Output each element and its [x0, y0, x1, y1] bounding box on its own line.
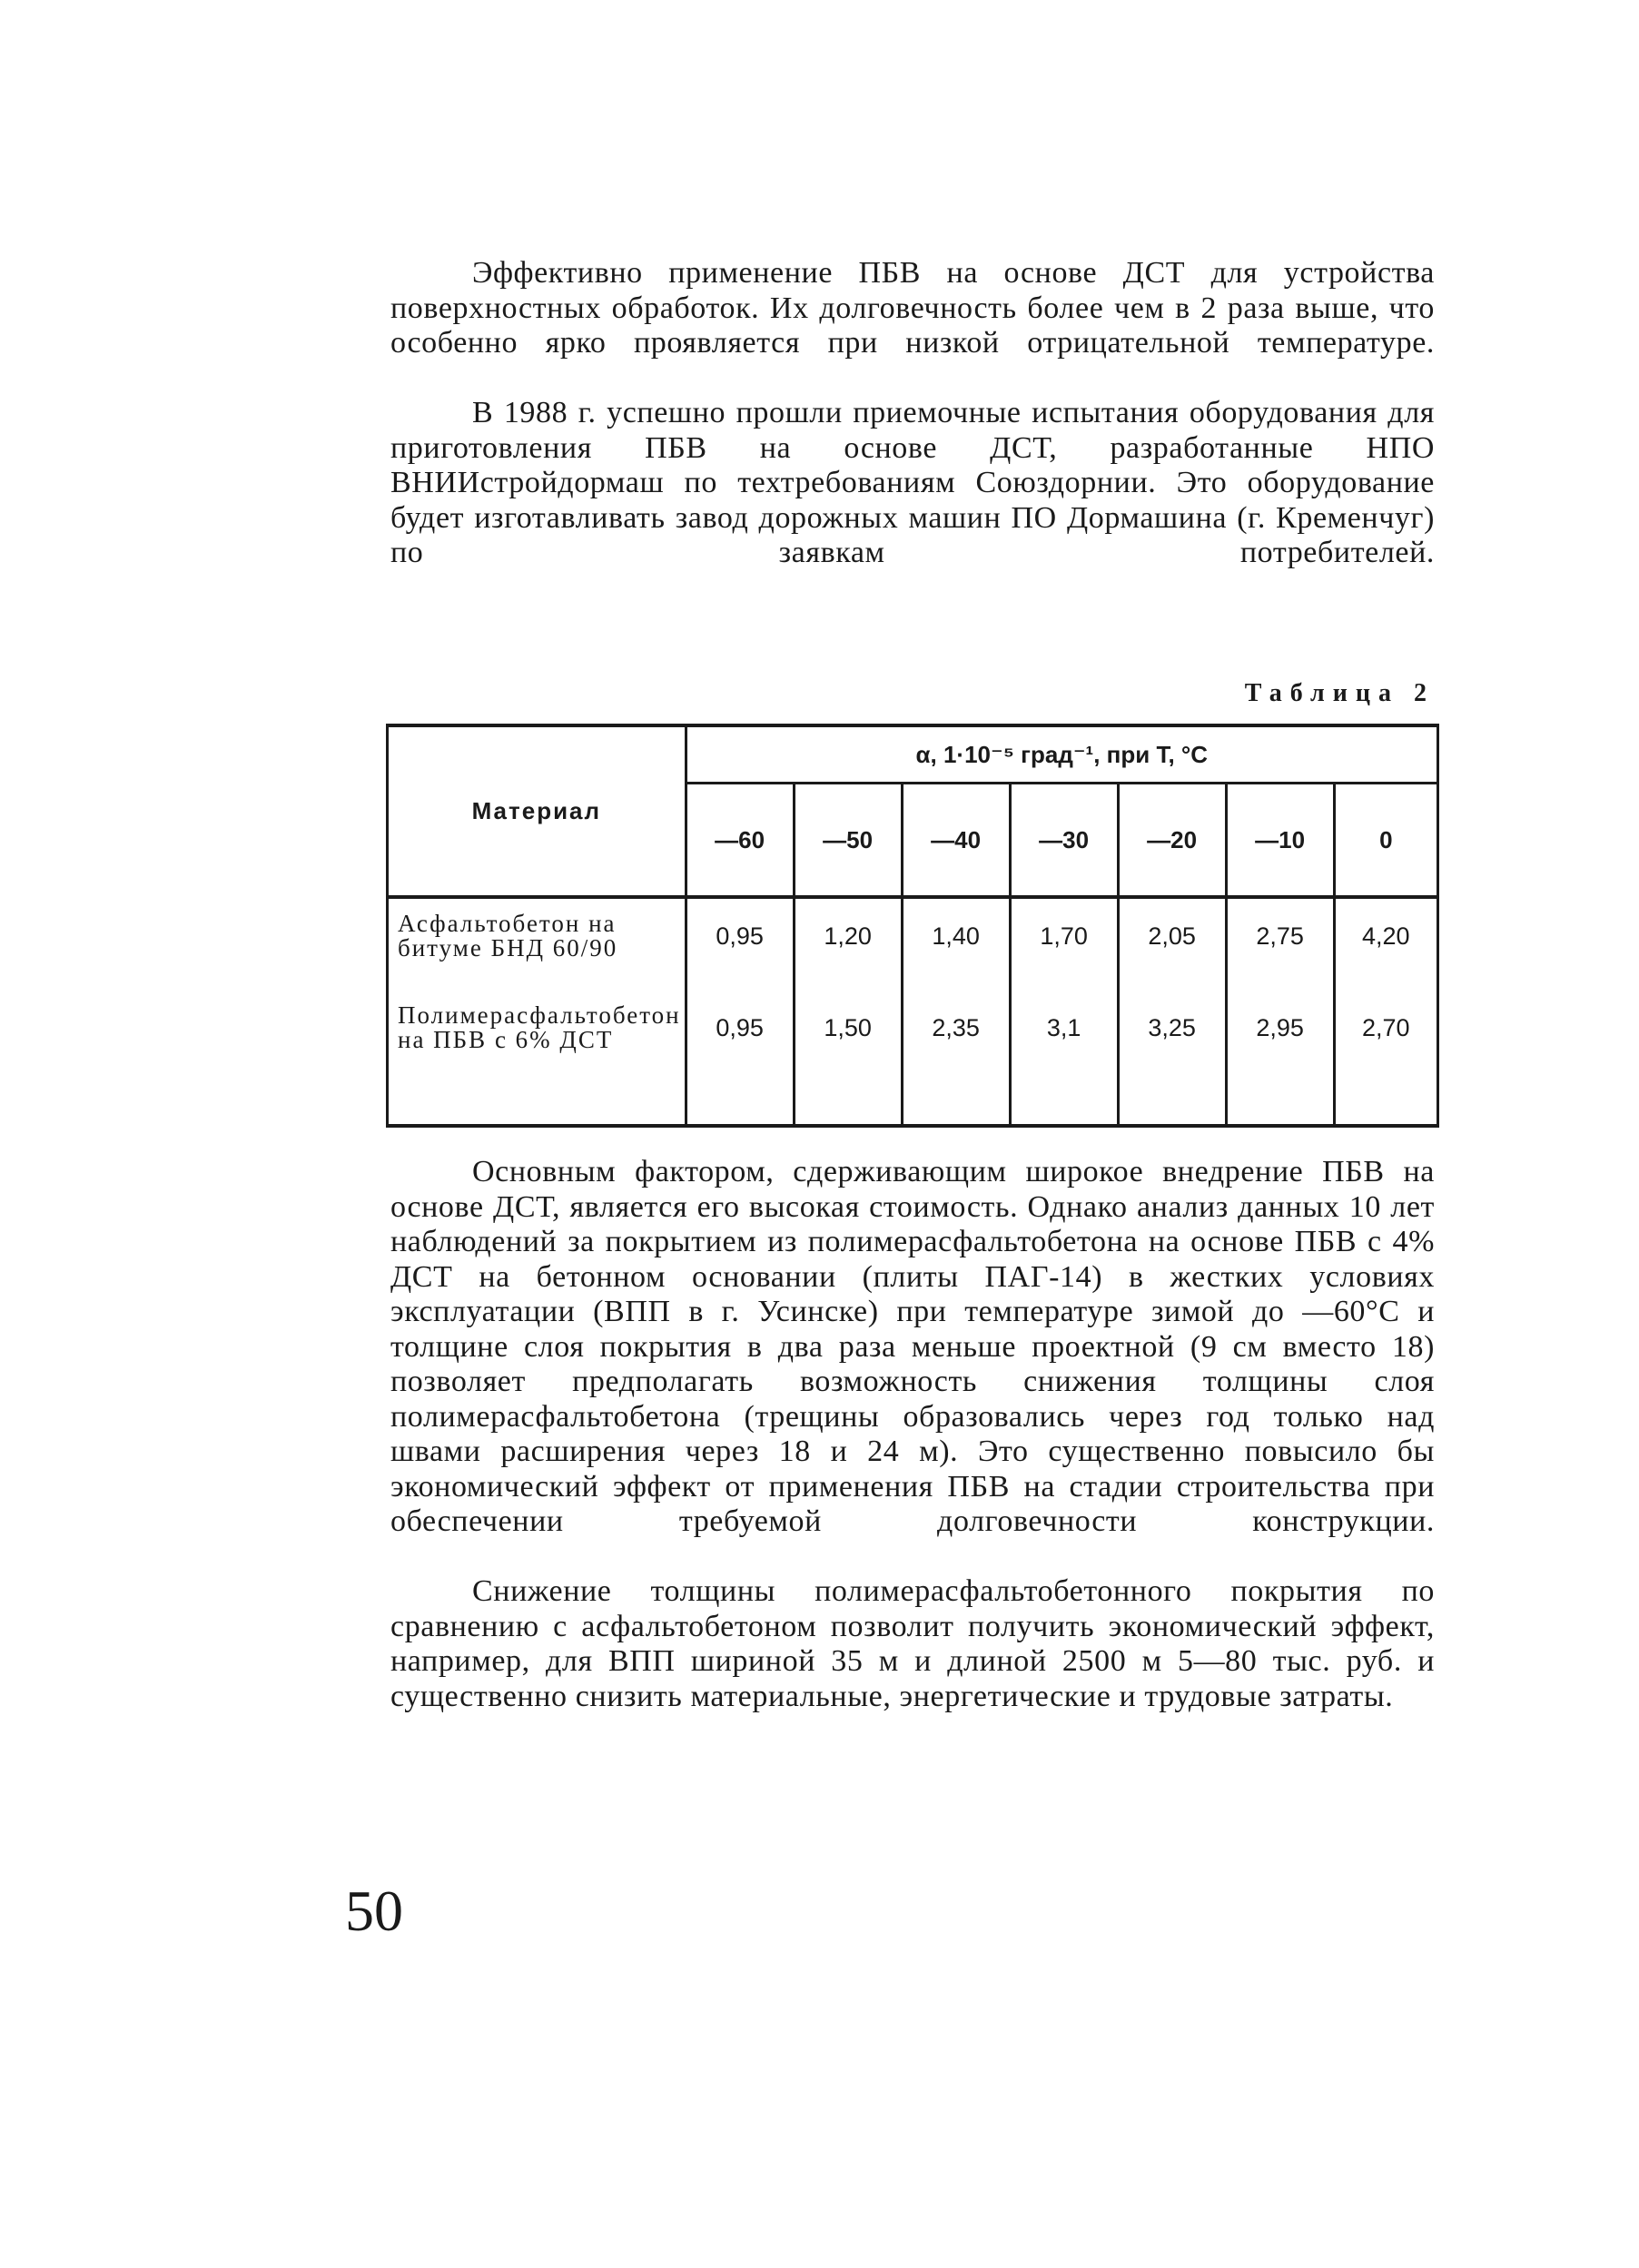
temp-header: —20 — [1118, 784, 1226, 898]
value-cell: 3,1 — [1010, 1003, 1118, 1126]
value-cell: 2,35 — [902, 1003, 1010, 1126]
temp-header: —30 — [1010, 784, 1118, 898]
value-cell: 2,70 — [1334, 1003, 1437, 1126]
paragraph-2: В 1988 г. успешно прошли приемочные испытания оборудования для приготовления ПБВ на основе ДСТ, разработанные НПО ВНИИстройдормаш по техтребованиям Союздорнии. Это оборудование будет изготавливать завод дорожных машин ПО Дормашина (г. Кременчуг) по заявкам потребителей. — [390, 396, 1435, 569]
value-cell: 4,20 — [1334, 897, 1437, 1003]
value-cell: 1,50 — [794, 1003, 902, 1126]
value-cell: 1,70 — [1010, 897, 1118, 1003]
temp-header: —10 — [1226, 784, 1334, 898]
temp-header: —60 — [686, 784, 794, 898]
value-cell: 1,20 — [794, 897, 902, 1003]
temp-header: —50 — [794, 784, 902, 898]
page-number: 50 — [345, 1878, 403, 1943]
value-cell: 2,95 — [1226, 1003, 1334, 1126]
value-cell: 3,25 — [1118, 1003, 1226, 1126]
value-cell: 0,95 — [716, 922, 764, 950]
table-caption: Таблица 2 — [1244, 679, 1435, 707]
paragraph-3: Основным фактором, сдерживающим широкое внедрение ПБВ на основе ДСТ, является его высокая стоимость. Однако анализ данных 10 лет наблюдений за покрытием из полимерасфальтобетона на основе ПБВ с 4% ДСТ на бетонном основании (плиты ПАГ-14) в жестких условиях эксплуатации (ВПП в г. Усинске) при температуре зимой до —60°С и толщине слоя покрытия в два раза меньше проектной (9 см вместо 18) позволяет предполагать возможность снижения толщины слоя полимерасфальтобетона (трещины образовались через год только над швами расширения через 18 и 24 м). Это существенно повысило бы экономический эффект от применения ПБВ на стадии строительства при обеспечении требуемой долговечности конструкции. — [390, 1155, 1435, 1538]
value-cell: 2,05 — [1118, 897, 1226, 1003]
header-material: Материал — [388, 725, 686, 897]
paragraph-1: Эффективно применение ПБВ на основе ДСТ для устройства поверхностных обработок. Их долговечность более чем в 2 раза выше, что особенно ярко проявляется при низкой отрицательной температуре. — [390, 256, 1435, 360]
value-cell: 2,75 — [1226, 897, 1334, 1003]
top-text — [390, 256, 1435, 606]
temp-header: —40 — [902, 784, 1010, 898]
material-cell: Полимерасфальтобетон на ПБВ с 6% ДСТ — [388, 1003, 686, 1126]
temp-header: 0 — [1334, 784, 1437, 898]
bottom-text — [390, 1155, 1435, 1714]
value-cell: 1,40 — [902, 897, 1010, 1003]
value-cell: 0,95 — [686, 1003, 794, 1126]
header-coefficient: α, 1·10⁻⁵ град⁻¹, при T, °C — [686, 725, 1437, 784]
material-cell: Асфальтобетон на битуме БНД 60/90 — [388, 897, 686, 1003]
paragraph-4: Снижение толщины полимерасфальтобетонного покрытия по сравнению с асфальтобетоном позволит получить экономический эффект, например, для ВПП шириной 35 м и длиной 2500 м 5—80 тыс. руб. и существенно снизить материальные, энергетические и трудовые затраты. — [390, 1574, 1435, 1713]
data-table — [386, 724, 1439, 1128]
table-row — [388, 1003, 1438, 1126]
table-row — [388, 897, 1438, 1003]
